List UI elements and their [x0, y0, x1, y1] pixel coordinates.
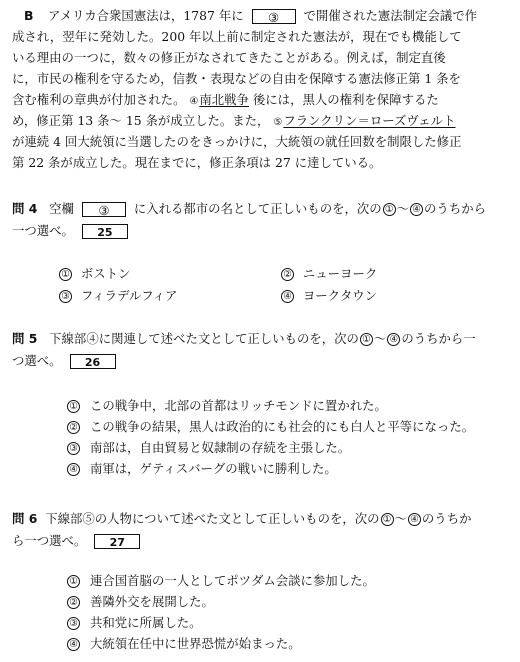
passage-text: 成され，翌年に発効した。200 年以上前に制定された憲法が，現在でも機能して [12, 29, 462, 44]
underline-marker: ⑤ [273, 117, 283, 128]
section-label: B [24, 8, 34, 23]
underlined-term: 南北戦争 [199, 92, 249, 107]
range-end: ④ [408, 513, 421, 526]
choice-text: ヨークタウン [302, 288, 377, 303]
choice-number: ② [67, 421, 80, 434]
choice-number: ② [281, 268, 294, 281]
choice-item[interactable] [280, 264, 377, 284]
choice-number: ② [67, 596, 80, 609]
passage-text: いる理由の一つに，数々の修正がなされてきたことがある。例えば，制定直後 [12, 50, 446, 65]
choice-item[interactable] [280, 286, 377, 306]
question-text: 一つ選べ。 [12, 223, 74, 238]
question-6 [12, 508, 508, 552]
choice-item[interactable] [66, 437, 496, 458]
question-text: のうちか [421, 511, 472, 526]
question-label: 問 6 [12, 511, 38, 526]
question-stem [12, 220, 508, 242]
answer-box[interactable]: 26 [70, 354, 116, 369]
question-5-choices [66, 395, 496, 479]
choice-text: 連合国首脳の一人としてポツダム会談に参加した。 [90, 573, 375, 588]
choice-item[interactable] [58, 264, 130, 284]
question-5 [12, 328, 508, 372]
choice-item[interactable] [66, 416, 496, 437]
range-end: ④ [410, 203, 423, 216]
choice-item[interactable] [66, 591, 496, 612]
range-separator: ～ [396, 201, 410, 216]
question-4 [12, 198, 508, 242]
passage-text: 含む権利の章典が付加された。 [12, 92, 186, 107]
question-6-choices [66, 570, 496, 654]
choice-number: ③ [67, 617, 80, 630]
choice-item[interactable] [66, 570, 496, 591]
choice-text: ボストン [80, 266, 131, 281]
passage-line [12, 152, 508, 173]
question-stem [12, 350, 508, 372]
question-text: 下線部⑤の人物について述べた文として正しいものを，次の [45, 511, 380, 526]
choice-text: この戦争中，北部の首都はリッチモンドに置かれた。 [90, 398, 387, 413]
answer-box[interactable]: 25 [82, 224, 128, 239]
range-start: ① [383, 203, 396, 216]
question-stem [12, 198, 508, 220]
choice-number: ④ [67, 463, 80, 476]
choice-text: フィラデルフィア [80, 288, 178, 303]
choice-text: この戦争の結果，黒人は政治的にも社会的にも白人と平等になった。 [90, 419, 475, 434]
choice-number: ① [67, 575, 80, 588]
passage-line [12, 5, 508, 26]
passage-line [12, 131, 508, 152]
passage-text: が連続 4 回大統領に当選したのをきっかけに，大統領の就任回数を制限した修正 [12, 134, 462, 149]
range-separator: ～ [394, 511, 407, 526]
range-separator: ～ [373, 331, 387, 346]
passage-text: アメリカ合衆国憲法は，1787 年に [47, 8, 244, 23]
passage-line [12, 47, 508, 68]
choice-item[interactable] [66, 458, 496, 479]
passage-text: 第 22 条が成立した。現在までに，修正条項は 27 に達している。 [12, 155, 382, 170]
answer-box[interactable]: 27 [94, 534, 140, 549]
question-text: ら一つ選べ。 [12, 533, 87, 548]
choice-number: ④ [67, 638, 80, 651]
question-text: つ選べ。 [12, 353, 62, 368]
question-text: のうちから [424, 201, 486, 216]
underlined-term: フランクリン＝ローズヴェルト [283, 113, 456, 128]
blank-box: ③ [252, 9, 296, 24]
blank-box: ③ [82, 202, 126, 217]
choice-number: ④ [281, 290, 294, 303]
choice-text: 大統領在任中に世界恐慌が始まった。 [90, 636, 301, 651]
choice-text: 南軍は，ゲティスバーグの戦いに勝利した。 [90, 461, 337, 476]
passage-line [12, 26, 508, 47]
choice-number: ① [59, 268, 72, 281]
choice-number: ③ [59, 290, 72, 303]
question-text: 空欄 [49, 201, 74, 216]
question-text: のうちから一 [401, 331, 476, 346]
underline-marker: ④ [189, 96, 199, 107]
choice-number: ① [67, 400, 80, 413]
choice-text: 善隣外交を展開した。 [90, 594, 214, 609]
question-stem [12, 530, 508, 552]
choice-item[interactable] [66, 612, 496, 633]
range-start: ① [381, 513, 394, 526]
choice-number: ③ [67, 442, 80, 455]
range-end: ④ [387, 333, 400, 346]
choice-item[interactable] [58, 286, 177, 306]
passage-text: で開催された憲法制定会議で作 [303, 8, 478, 23]
passage-b [12, 5, 508, 173]
question-text: に入れる都市の名として正しいものを，次の [133, 201, 382, 216]
choice-text: 南部は，自由貿易と奴隷制の存続を主張した。 [90, 440, 351, 455]
range-start: ① [360, 333, 373, 346]
passage-text: め，修正第 13 条～ 15 条が成立した。また， [12, 113, 270, 128]
passage-line [12, 89, 508, 110]
question-label: 問 4 [12, 201, 38, 216]
choice-item[interactable] [66, 633, 496, 654]
choice-text: ニューヨーク [302, 266, 378, 281]
passage-text: 後には，黒人の権利を保障するた [252, 92, 439, 107]
passage-text: に，市民の権利を守るため，信教・表現などの自由を保障する憲法修正第 1 条を [12, 71, 461, 86]
question-text: 下線部④に関連して述べた文として正しいものを，次の [49, 331, 359, 346]
choice-text: 共和党に所属した。 [90, 615, 202, 630]
question-stem [12, 328, 508, 350]
choice-item[interactable] [66, 395, 496, 416]
passage-line [12, 68, 508, 89]
question-stem [12, 508, 508, 530]
question-label: 問 5 [12, 331, 38, 346]
passage-line [12, 110, 508, 131]
